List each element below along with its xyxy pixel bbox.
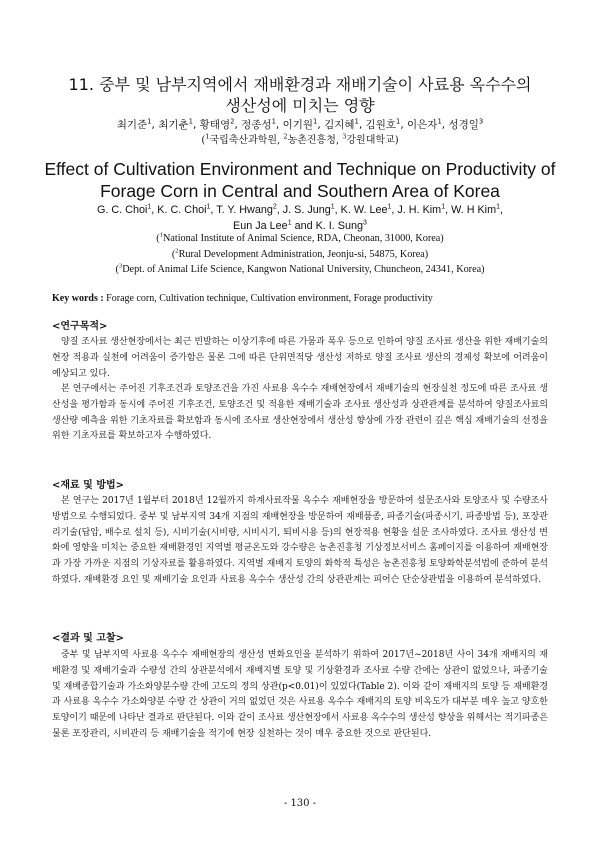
paragraph-purpose-1: 양질 조사료 생산현장에서는 최근 빈발하는 이상기후에 따른 가뭄과 폭우 등으로 인하여 양질 조사료 생산을 위한 재배기술의 현장 적용과 실천에 어려움이 증가함은 물론 그에 따른 단위면적당 생산성 저하로 양질 조사료 생산의 경제성 확보에 어려움이 예상되고 있다. [52,337,548,379]
paragraph-methods: 본 연구는 2017년 1월부터 2018년 12월까지 하계사료작물 옥수수 재배현장을 방문하여 설문조사와 토양조사 및 수량조사 방법으로 수행되었다. 중부 및 남부지역 34개 지점의 재배현장을 방문하여 재배품종, 파종기술(파종시기, 파종방법 등), 포장관리기술(답압, 배수로 설치 등), 시비기술(시비량, 시비시기, 퇴비시용 등)의 현장적용 현황을 설문 조사하였다. 조사료 생산성 변화에 영향을 미치는 중요한 재배환경인 지역별 평균온도와 강수량은 농촌진흥청 기상정보서비스 홈페이지를 이용하여 재배현장과 가장 가까운 지점의 기상자료를 활용하였다. 지역별 재배지 토양의 화학적 특성은 농촌진흥청 토양화학분석법에 준하여 분석하였다. 재배환경 요인 및 재배기술 요인과 사료용 옥수수 생산성 간의 상관관계는 피어슨 단순상관법을 이용하여 분석하였다. [52,496,548,585]
korean-title-line-1: 11. 중부 및 남부지역에서 재배환경과 재배기술이 사료용 옥수수의 [68,75,532,94]
paragraph-results: 중부 및 남부지역 사료용 옥수수 재배현장의 생산성 변화요인을 분석하기 위하여 2017년~2018년 사이 34개 재배지의 재배환경 및 재배기술과 수량성 간의 상관분석에서 재배지별 토양 및 기상환경과 조사료 수량 간에는 상관이 없었으나, 파종기술 및 재배종합기술과 가소화양분수량 간에 고도의 정의 상관(p<0.01)이 있었다(Table 2). 이와 같이 재배지의 토양 등 재배환경과 사료용 옥수수 가소화양분 수량 간 상관이 거의 없었던 것은 사료용 옥수수 재배지의 토양 비옥도가 대부분 매우 높고 양호한 토양이기 때문에 나타난 결과로 판단된다. 이와 같이 조사료 생산현장에서 사료용 옥수수의 생산성 향상을 위해서는 적기파종은 물론 포장관리, 시비관리 등 재배기술을 적기에 현장 실천하는 것이 매우 중요한 것으로 판단된다. [52,650,548,739]
author: 김지혜$^1$ [324,117,359,131]
english-author-list-line-2: Eun Ja Lee$^1$ and K. I. Sung$^3$ [233,219,367,232]
author: K. W. Lee$^1$ [340,203,392,216]
english-author-list-line-1: G. C. Choi$^1$, K. C. Choi$^1$, T. Y. Hwang$^2$, J. S. Jung$^1$, K. W. Lee$^1$, J. H. Kim$^1$, W. H Kim$^1$, [96,203,503,216]
author: 김원호$^1$ [365,117,401,131]
english-title-line-2: Forage Corn in Central and Southern Area of Korea [100,181,500,201]
author: 정종성$^1$ [241,117,276,131]
author: 이은자$^1$ [407,117,442,131]
author: G. C. Choi$^1$ [96,203,152,216]
author: 이기원$^1$ [282,117,318,131]
english-affiliation-1: ($^1$National Institute of Animal Science, RDA, Cheonan, 31000, Korea) [156,231,444,244]
korean-title-line-2: 생산성에 미치는 영향 [225,96,375,115]
korean-author-list: 최기준$^1$, 최기춘$^1$, 황태영$^2$, 정종성$^1$, 이기원$^1$, 김지혜$^1$, 김원호$^1$, 이은자$^1$, 성경일$^3$ [116,117,484,131]
section-heading-results: <결과 및 고찰> [52,633,125,644]
author: 성경일$^3$ [448,117,484,131]
author: J. S. Jung$^1$ [282,203,335,216]
author: W. H Kim$^1$ [451,203,500,216]
author: T. Y. Hwang$^2$ [216,203,277,216]
paragraph-purpose-2: 본 연구에서는 주어진 기후조건과 토양조건을 가진 사료용 옥수수 재배현장에서 재배기술의 현장실천 정도에 따른 조사료 생산성을 평가함과 동시에 주어진 기후조건, 토양조건 및 적용한 재배기술과 조사료 생산성과 상관관계를 분석하여 양질조사료의 생산량 예측을 위한 기초자료를 확보함과 동시에 조사료 생산현장에서 생산성 향상에 가장 관련이 깊은 핵심 재배기술의 선정을 위한 기초자료를 확보하고자 수행하였다. [52,384,548,442]
section-heading-purpose: <연구목적> [52,321,108,332]
keywords-label: Key words : [52,293,104,304]
author: 최기춘$^1$ [158,117,193,131]
author: 황태영$^2$ [199,117,235,131]
section-heading-methods: <재료 및 방법> [52,480,125,491]
english-affiliation-2: ($^2$Rural Development Administration, Jeonju-si, 54875, Korea) [171,247,429,260]
author: 최기준$^1$ [116,117,152,131]
keywords-text: Forage corn, Cultivation technique, Cultivation environment, Forage productivity [103,293,433,304]
english-title-line-1: Effect of Cultivation Environment and Technique on Productivity of [44,159,556,179]
author: K. C. Choi$^1$ [157,203,211,216]
korean-affiliations: ($^1$국립축산과학원, $^2$농촌진흥청, $^3$강원대학교) [201,132,399,146]
english-affiliation-3: ($^3$Dept. of Animal Life Science, Kangwon National University, Chuncheon, 24341, Korea) [115,262,485,275]
keywords [52,292,552,306]
page-number: - 130 - [283,798,317,809]
author: J. H. Kim$^1$ [397,203,446,216]
